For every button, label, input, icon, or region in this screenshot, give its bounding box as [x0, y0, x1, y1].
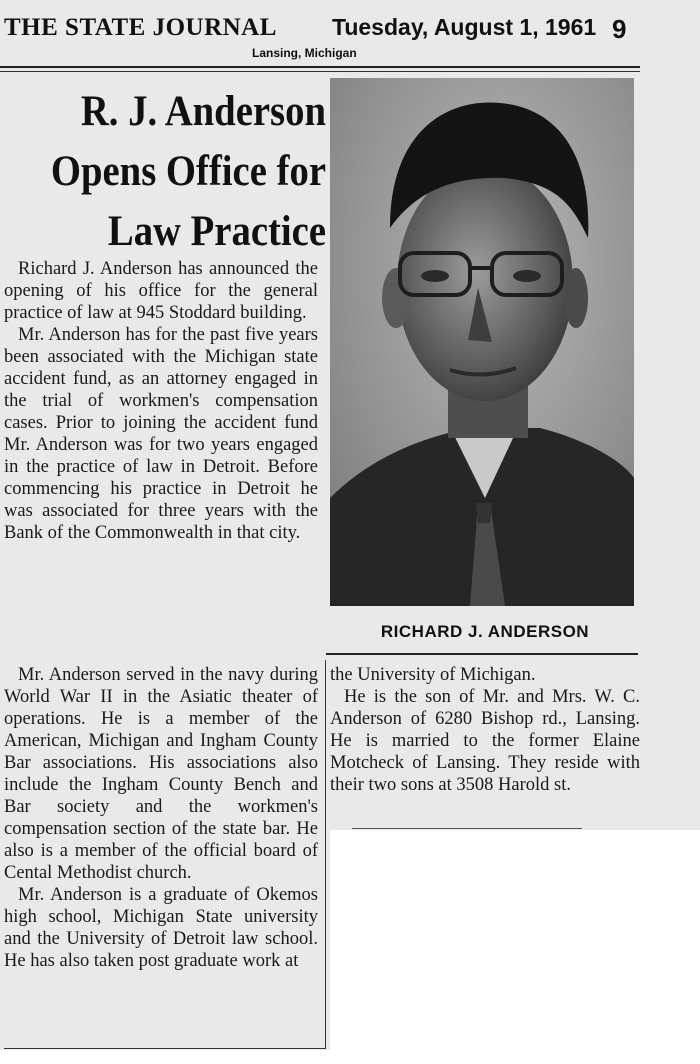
article-body-left-bottom: [4, 664, 318, 972]
caption-rule: [326, 653, 638, 655]
article-body-left-top: [4, 258, 318, 544]
masthead-rule: [0, 66, 640, 68]
column-divider: [325, 660, 326, 1048]
article-body-right: [330, 664, 640, 796]
article-paragraph: Mr. Anderson has for the past five years been associated with the Michigan state accident fund, as an attorney engaged in the trial of workmen's compensation cases. Prior to joining the accident fund Mr. Anderson was for two years engaged in the practice of law in Detroit. Before commencing his practice in Detroit he was associated for three years with the Bank of the Commonwealth in that city.: [4, 325, 318, 543]
dateline-city: Lansing, Michigan: [252, 46, 357, 60]
column-end-rule: [352, 828, 582, 829]
column-end-rule: [4, 1048, 326, 1049]
page-number: 9: [612, 14, 627, 44]
article-paragraph: Mr. Anderson served in the navy during World War II in the Asiatic theater of operations. He is a member of the American, Michigan and Ingham County Bar associations. His associations also include the Ingham County Bench and Bar society and the workmen's compensation section of the state bar. He also is a member of the official board of Cental Methodist church.: [4, 665, 318, 883]
masthead-rule-thin: [0, 71, 640, 72]
article-paragraph: Richard J. Anderson has announced the opening of his office for the general practice of law at 945 Stoddard building.: [4, 259, 318, 323]
headline-line-1: R. J. Anderson: [80, 88, 326, 135]
headline: [36, 82, 326, 262]
issue-date: Tuesday, August 1, 1961: [332, 14, 597, 40]
headline-line-2: Opens Office for: [50, 148, 327, 195]
article-paragraph: the University of Michigan.: [330, 665, 536, 685]
headline-line-3: Law Practice: [107, 208, 326, 255]
photo-caption: RICHARD J. ANDERSON: [380, 622, 590, 641]
article-paragraph: He is the son of Mr. and Mrs. W. C. Anderson of 6280 Bishop rd., Lansing. He is married to the former Elaine Motcheck of Lansing. They reside with their two sons at 3508 Harold st.: [330, 687, 640, 795]
article-paragraph: Mr. Anderson is a graduate of Okemos high school, Michigan State university and the University of Detroit law school. He has also taken post graduate work at: [4, 885, 318, 971]
portrait-photo: [330, 78, 634, 606]
newspaper-name: THE STATE JOURNAL: [4, 14, 277, 41]
